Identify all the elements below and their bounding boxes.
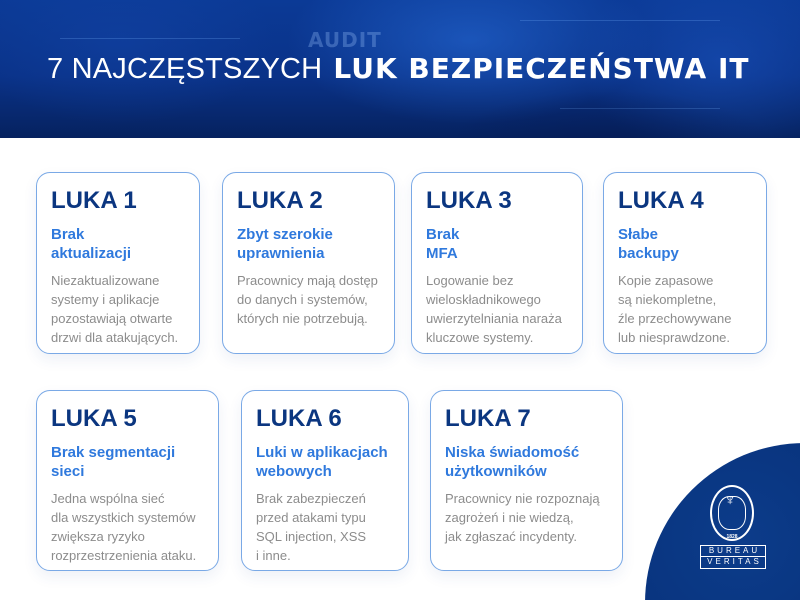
decorative-line — [520, 20, 720, 21]
card-subtitle-line: webowych — [256, 463, 332, 480]
card-number: LUKA 4 — [618, 187, 704, 214]
card-description — [426, 271, 568, 347]
card-description-line: Pracownicy nie rozpoznają — [445, 491, 600, 506]
card-description-line: jak zgłaszać incydenty. — [445, 529, 577, 544]
card-description-line: dla wszystkich systemów — [51, 510, 196, 525]
card-subtitle-line: MFA — [426, 245, 458, 262]
card-description-line: kluczowe systemy. — [426, 330, 534, 345]
card-luka-1 — [36, 172, 200, 354]
card-subtitle-line: backupy — [618, 245, 679, 262]
card-subtitle — [426, 225, 568, 263]
card-number: LUKA 7 — [445, 405, 531, 432]
card-description-line: zagrożeń i nie wiedzą, — [445, 510, 574, 525]
card-description — [51, 489, 204, 565]
card-subtitle-line: sieci — [51, 463, 85, 480]
card-description-line: systemy i aplikacje — [51, 292, 160, 307]
card-luka-4 — [603, 172, 767, 354]
card-subtitle — [256, 443, 394, 481]
seal-figure-icon: ♆ — [724, 492, 736, 509]
card-luka-6 — [241, 390, 409, 571]
card-description-line: pozostawiają otwarte — [51, 311, 173, 326]
card-description-line: Kopie zapasowe — [618, 273, 714, 288]
card-description-line: i inne. — [256, 548, 291, 563]
page-title — [47, 52, 750, 86]
card-description-line: SQL injection, XSS — [256, 529, 367, 544]
card-description-line: do danych i systemów, — [237, 292, 368, 307]
card-number: LUKA 6 — [256, 405, 342, 432]
background-hand-shadow — [440, 90, 780, 138]
card-subtitle-line: Zbyt szerokie — [237, 226, 333, 243]
card-description-line: uwierzytelniania naraża — [426, 311, 562, 326]
card-subtitle-line: Słabe — [618, 226, 659, 243]
page-title-bold: LUK BEZPIECZEŃSTWA IT — [333, 52, 750, 85]
card-number: LUKA 3 — [426, 187, 512, 214]
card-luka-5 — [36, 390, 219, 571]
card-description — [618, 271, 752, 347]
bureau-veritas-logo — [700, 485, 766, 575]
card-luka-2 — [222, 172, 395, 354]
page-title-light: 7 NAJCZĘSTSZYCH — [47, 53, 323, 85]
logo-word-veritas: VERITAS — [700, 557, 766, 569]
card-subtitle — [51, 225, 185, 263]
card-subtitle — [51, 443, 204, 481]
card-description-line: są niekompletne, — [618, 292, 717, 307]
card-description-line: rozprzestrzenienia ataku. — [51, 548, 197, 563]
card-description-line: drzwi dla atakujących. — [51, 330, 179, 345]
card-description-line: lub niesprawdzone. — [618, 330, 731, 345]
logo-word-bureau: BUREAU — [700, 545, 766, 557]
card-subtitle-line: Brak — [426, 226, 460, 243]
card-description — [237, 271, 380, 328]
card-description-line: Pracownicy mają dostęp — [237, 273, 378, 288]
card-subtitle-line: aktualizacji — [51, 245, 132, 262]
card-subtitle-line: uprawnienia — [237, 245, 325, 262]
card-description-line: Brak zabezpieczeń — [256, 491, 366, 506]
card-description-line: zwiększa ryzyko — [51, 529, 145, 544]
card-subtitle — [618, 225, 752, 263]
card-description-line: źle przechowywane — [618, 311, 732, 326]
card-description — [256, 489, 394, 565]
card-number: LUKA 2 — [237, 187, 323, 214]
bureau-veritas-seal-icon — [710, 485, 754, 541]
card-description-line: Logowanie bez — [426, 273, 514, 288]
card-description — [445, 489, 608, 546]
card-subtitle-line: Niska świadomość — [445, 444, 580, 461]
card-subtitle-line: Brak segmentacji — [51, 444, 176, 461]
card-description-line: wieloskładnikowego — [426, 292, 541, 307]
seal-year: 1828 — [726, 534, 738, 540]
card-description-line: których nie potrzebują. — [237, 311, 368, 326]
audit-background-text: AUDIT — [308, 28, 382, 52]
card-subtitle — [445, 443, 608, 481]
card-number: LUKA 1 — [51, 187, 137, 214]
card-description — [51, 271, 185, 347]
card-subtitle-line: Luki w aplikacjach — [256, 444, 388, 461]
card-subtitle — [237, 225, 380, 263]
card-description-line: przed atakami typu — [256, 510, 366, 525]
header-banner — [0, 0, 800, 138]
card-luka-3 — [411, 172, 583, 354]
card-number: LUKA 5 — [51, 405, 137, 432]
card-description-line: Niezaktualizowane — [51, 273, 160, 288]
decorative-line — [60, 38, 240, 39]
card-subtitle-line: Brak — [51, 226, 85, 243]
card-luka-7 — [430, 390, 623, 571]
card-description-line: Jedna wspólna sieć — [51, 491, 165, 506]
card-subtitle-line: użytkowników — [445, 463, 547, 480]
